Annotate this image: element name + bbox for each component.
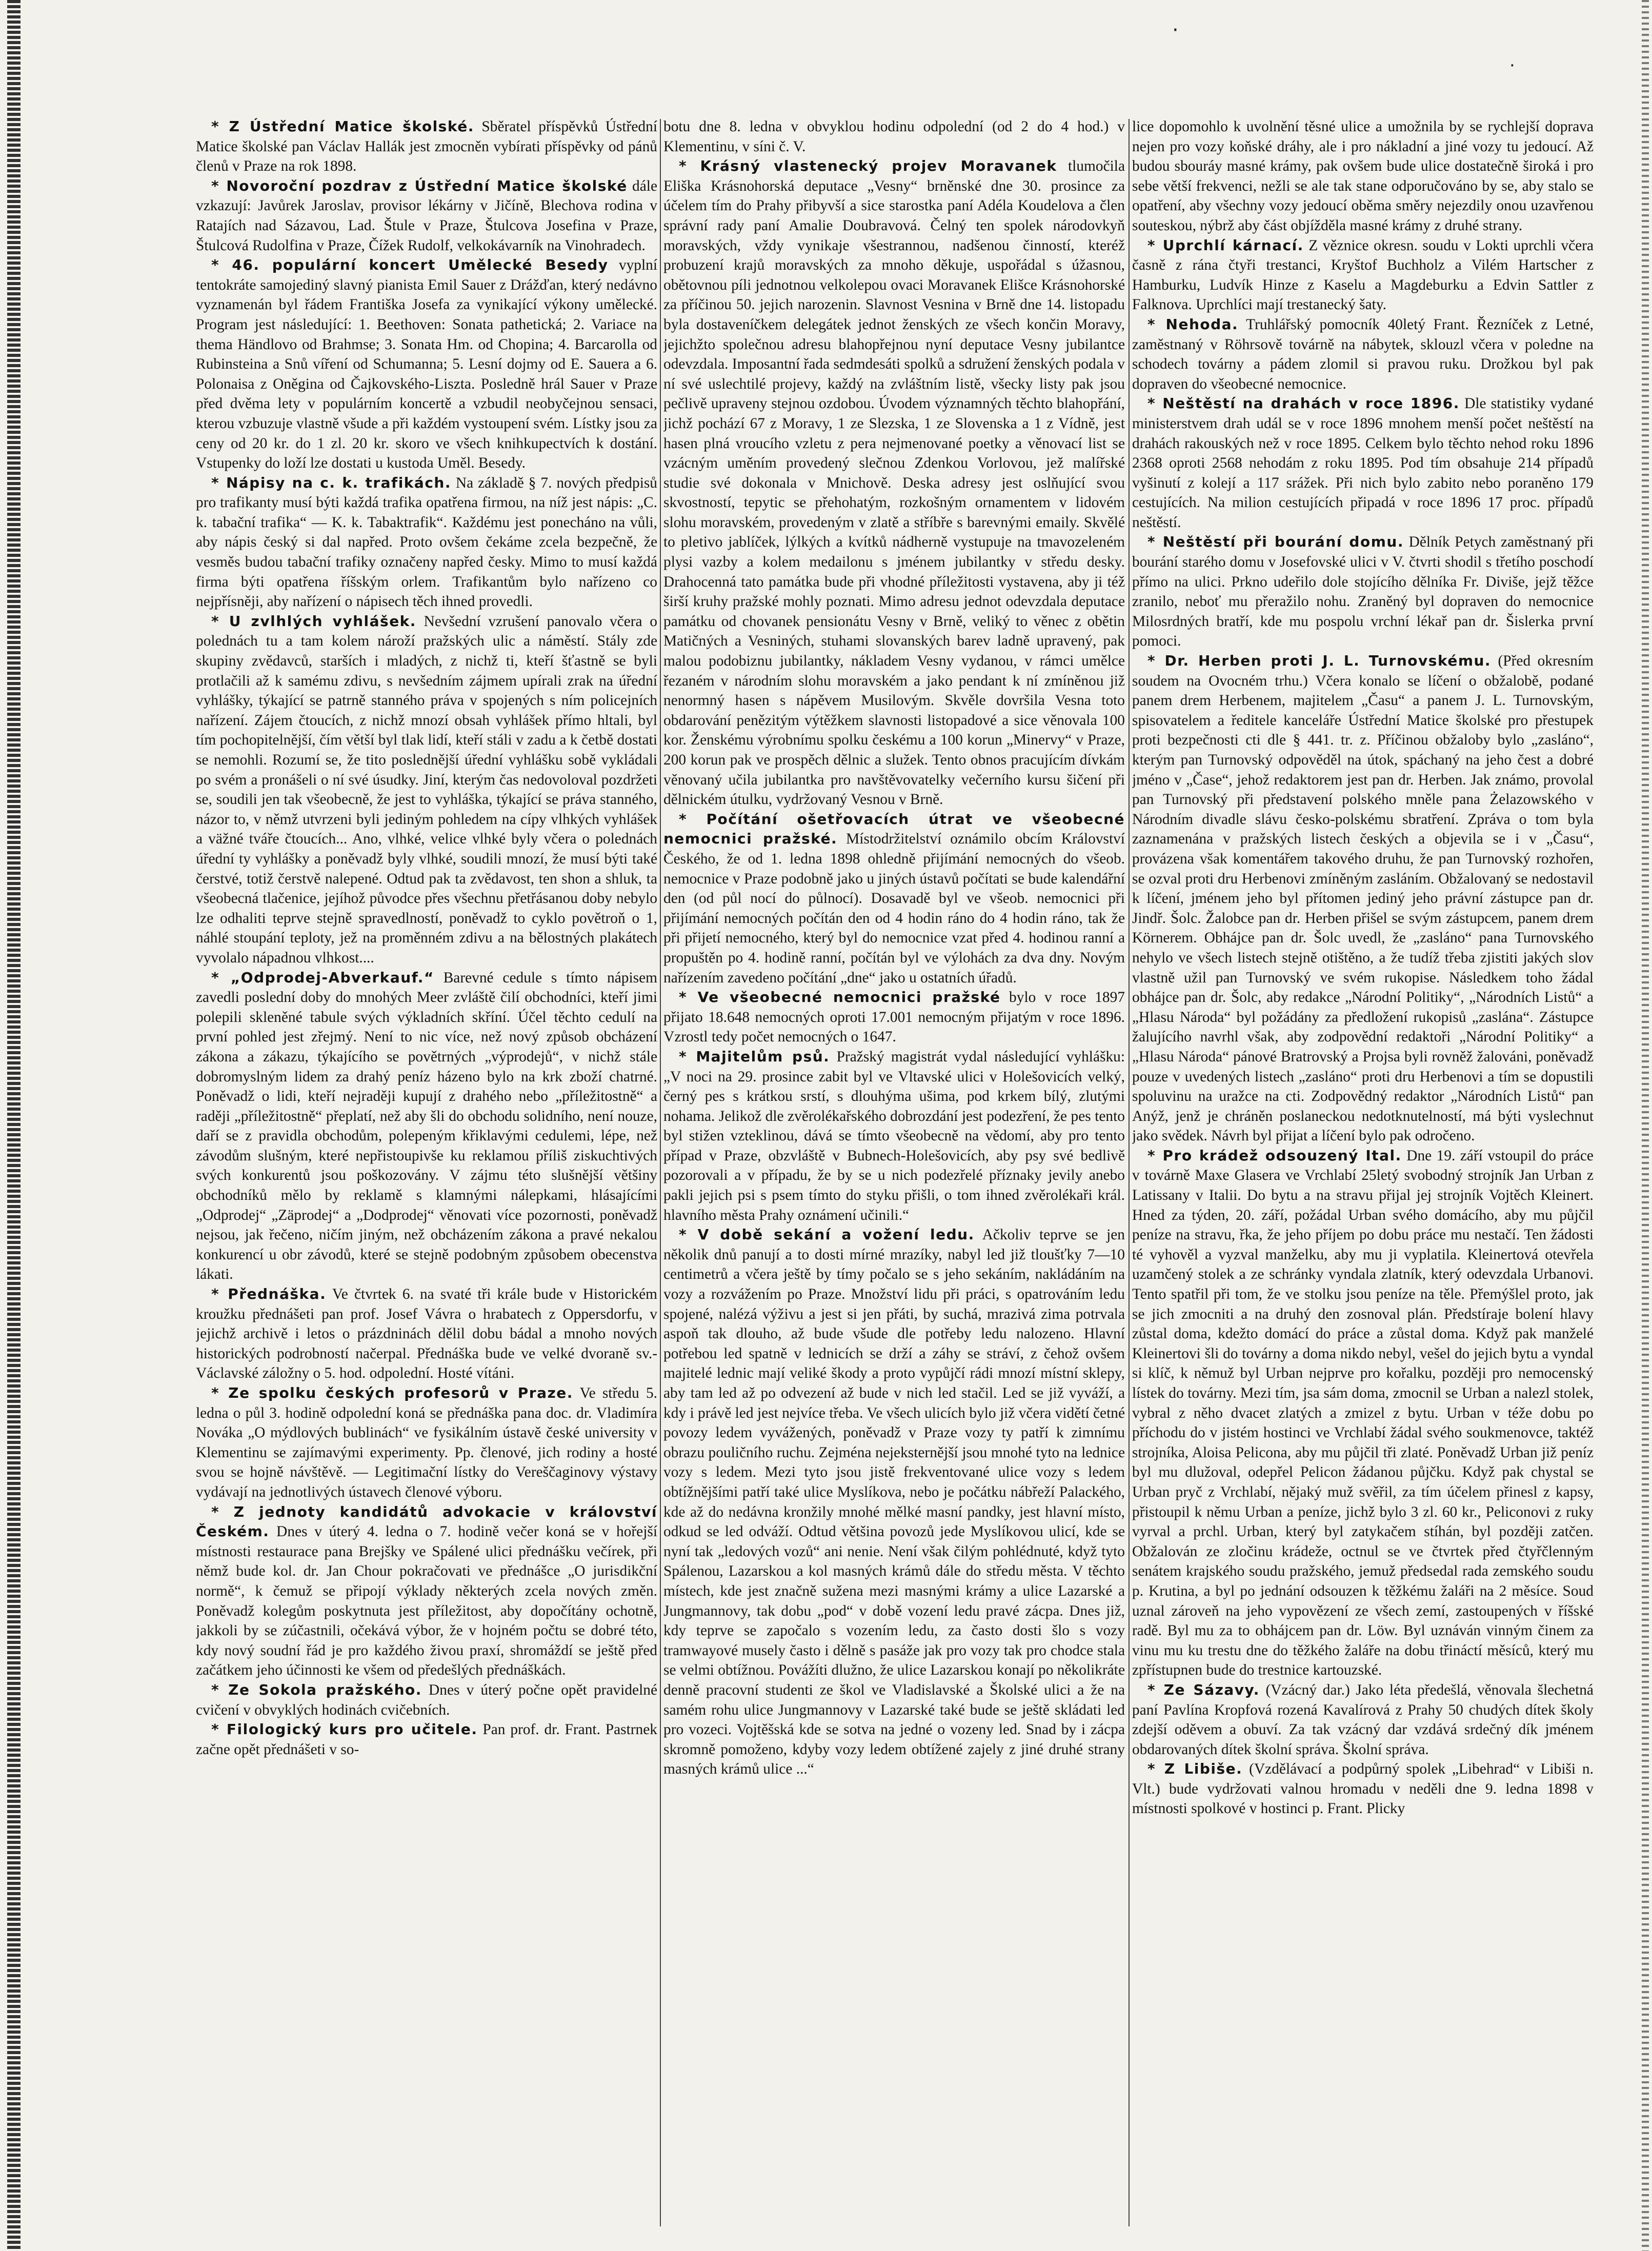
article-paragraph: [196, 1680, 657, 1720]
article-body: bylo v roce 1897 přijato 18.648 nemocných oproti 17.001 nemocným přijatým v roce 1896. Vzrostl tedy počet nemocných o 1647.: [663, 989, 1125, 1046]
article-heading: * Ze Sázavy.: [1147, 1681, 1260, 1698]
article-heading: * Dr. Herben proti J. L. Turnovskému.: [1147, 652, 1492, 670]
article-heading: * Z Ústřední Matice školské.: [211, 118, 474, 135]
article-body: (Před okresním soudem na Ovocném trhu.) Včera konalo se líčení o obžalobě, podané panem drem Herbenem, majitelem „Času“ a panem J. L. Turnovským, spisovatelem a ředitele kanceláře Ústřední Matice školské pro přestupek proti bezpečnosti cti dle § 441. tr. z. Příčinou obžaloby bylo „zasláno“, kterým pan Turnovský odpověděl na útok, spáchaný na jeho čest a dobré jméno v „Čase“, jehož redaktorem jest pan dr. Herben. Jak známo, provolal pan Turnovský při představení polského mněle pana Żelazowského v Národním divadle slávu česko-polskému sbratření. Zpráva o tom byla zaznamenána v pražských listech českých a objevila se i v „Času“, provázena však komentářem takového druhu, že pan Turnovský rozhořen, se ozval proti dru Herbenovi zmíněným zasláním. Obžalovaný se nedostavil k líčení, jménem jeho byl přítomen jediný jeho právní zástupce pan dr. Jindř. Šolc. Žalobce pan dr. Herben přišel se svým zástupcem, panem drem Körnerem. Obhájce pan dr. Šolc uvedl, že „zasláno“ pana Turnovského nehylo ve všech listech stejně otištěno, a že tudíž třeba zjistiti jakých slov vlastně užil pan Turnovský ve svém rukopise. Následkem toho žádal obhájce pan dr. Šolc, aby redakce „Národní Politiky“, „Národních Listů“ a „Hlasu Národa“ byl požádány za předložení rukopisů „zaslána“. Zástupce žalujícího navrhl však, aby zodpovědní redaktoři „Národní Politiky“ a „Hlasu Národa“ pánové Bratrovský a Projsa byli rovněž žalováni, poněvadž pouze v uvedených listech „zasláno“ proti dru Herbenovi a tím se dopustili spoluvinu na uražce na cti. Zodpovědný redaktor „Národních Listů“ pan Anýž, jenž je chráněn poslaneckou nedotknutelností, má býti vyslechnut jako svědek. Návrh byl přijat a líčení bylo pak odročeno.: [1132, 653, 1594, 1144]
article-heading: * Neštěstí při bourání domu.: [1147, 533, 1404, 551]
article-body: Truhlářský pomocník 40letý Frant. Řezníček z Letné, zaměstnaný v Röhrsově továrně na nábytek, sklouzl včera v poledne na schodech továrny a pádem zlomil si pravou ruku. Drožkou byl pak dopraven do všeobecné nemocnice.: [1132, 316, 1594, 392]
article-body: Pražský magistrát vydal následující vyhlášku: „V noci na 29. prosince zabit byl ve Vltavské ulici v Holešovicích velký, černý pes s krátkou srstí, s dlouhýma ušima, pod krkem bílý, zlutými nohama. Jelikož dle zvěrolékařského dobrozdání jest podezření, že pes tento byl stižen vzteklinou, dává se tímto všeobecně na vědomí, aby pro tento případ v Praze, obzvláště v Bubnech-Holešovicích, aby psy své bedlivě pozorovali a v případu, že by se u nich podezřelé příznaky jevily anebo pakli jejich psi s psem tímto do styku přišli, o tom ihned zvěrolékaři král. hlavního města Prahy oznámení učinili.“: [663, 1048, 1125, 1223]
article-paragraph: [1132, 532, 1594, 651]
article-body: Dnes v úterý počne opět pravidelné cvičení v obvyklých hodinách cvičebních.: [196, 1681, 657, 1718]
article-heading: * Ve všeobecné nemocnici pražské: [679, 989, 1001, 1006]
article-body: lice dopomohlo k uvolnění těsné ulice a umožnila by se rychlejší doprava nejen pro vozy koňské dráhy, ale i pro nákladní a jiné vozy tu jedoucí. Až budou sbouráy masné krámy, pak ovšem bude ulice dostatečně široká i pro sebe větší frekvenci, nežli se ale tak stane odporučováno by se, aby stalo se opatření, aby všechny vozy jedoucí oběma směry nejezdily onou uzavřenou souteskou, nýbrž aby část objížděla masné krámy z druhé strany.: [1132, 118, 1594, 234]
article-paragraph: [1132, 315, 1594, 394]
article-paragraph: [196, 1284, 657, 1383]
article-body: tlumočila Eliška Krásnohorská deputace „Vesny“ brněnské dne 30. prosince za účelem tím do Prahy přibyvší a sice starostka paní Adéla Koudelova a člen správní rady paní Amalie Doubravová. Čelný ten spolek národovkyň moravských, vždy vynikaje všestrannou, nadšenou činností, kteréž probuzení krajů moravských za mnoho děkuje, uspořádal s úžasnou, obětovnou píli jednotnou velkolepou ovaci Moravanek Elišce Krásnohorské za příčinou 50. jejich narozenin. Slavnost Vesnina v Brně dne 14. listopadu byla dostaveníčkem delegátek jednot ženských ze všech končin Moravy, jejichžto společnou adresu blahopřejnou nyní deputace Vesny jubilantce odevzdala. Imposantní řada sedmdesáti spolků a sdružení ženských podala v ní své uslechtilé projevy, každý na zvláštním listě, všecky listy pak jsou pečlivě upraveny stejnou ozdobou. Úvodem významných těchto blahopřání, jichž pochází 67 z Moravy, 1 ze Slezska, 1 ze Slovenska a 1 z Vídně, jest hasen plná vroucího vzletu z pera nejmenované poetky a věnovací list se vzácným uměním provedený slečnou Zdenkou Vorlovou, jež malířské studie své dokonala v Mnichově. Deska adresy jest oslňující svou skvostností, tepytic se přehohatým, rozkošným ornamentem v lidovém slohu moravském, provedeným v zlatě a stříbře s barevnými emaily. Skvělé to pletivo jablíček, lýlkých a kvítků nádherně vystupuje na tmavozeleném plysi vazby a kolem medailonu s jménem jubilantky v středu desky. Drahocenná tato památka bude při vhodné příležitosti vystavena, aby ji též širší kruhy pražské mohly poznati. Mimo adresu jednot odevzdala deputace památku od chovanek pensionátu Vesny v Brně, veliký to věnec z obětin Matičných a Vesniných, stuhami slovanských barev ladně upravený, pak malou podobiznu jubilantky, nákladem Vesny vydanou, v rámci umělce řezaném v národním slohu moravském a jako pendant k ní zmíněnou již nenormný hasen s nápěvem Musilovým. Skvěle dovršila Vesna toto obdarování penězitým výtěžkem slavnosti listopadové a sice věnovala 100 kor. Ženskému výrobnímu spolku českému a 100 korun „Minervy“ v Praze, 200 korun pak ve prospěch dělnic a služek. Tento obnos pracujícím dívkám věnovaný učila jubilantka pro navštěvovatelky večerního kursu šičení při dělnickém útulku, vydržovaný Vesnou v Brně.: [663, 158, 1125, 808]
article-heading: * Přednáška.: [211, 1285, 327, 1303]
article-heading: * Pro krádež odsouzený Ital.: [1147, 1147, 1402, 1164]
article-paragraph: [663, 1225, 1125, 1779]
article-paragraph: [1132, 1759, 1594, 1819]
article-body: Nevšední vzrušení panovalo včera o polednách tu a tam kolem nároží pražských ulic a náměstí. Stály zde skupiny zvědavců, starších i mladých, z nichž ti, kteří šťastně se byli protlačili až k samému zdivu, s nevšedním zájmem upírali zrak na úřední vyhlášky, týkající se patrně stanného práva v spojených s ním policejních nařízení. Zájem čtoucích, z nichž mnozí obsah vyhlášek přímo hltali, byl tím pochopitelnější, čím větší byl tlak lidí, kteří stáli v zadu a k četbě dostati se nemohli. Rozumí se, že tito poslednější úřední vyhlášku sobě vykládali po svém a pronášeli o ní své úsudky. Jiní, kterým čas nedovoloval pozdržeti se, soudili jen tak všeobecně, že jest to vyhláška, týkající se práva stanného, názor to, v němž utvrzeni byli jediným pohledem na cípy vlhkých vyhlášek a väžné tváře čtoucích... Ano, vlhké, velice vlhké byly včera o polednách úřední ty vyhlášky a poněvadž byly vlhké, soudili mnozí, že musí býti také čerstvé, totiž čerstvě nalepené. Odtud pak ta zvědavost, ten shon a shluk, ta všeobecná tlačenice, jejíhož původce přes všechnu přetřásanou doby nebylo lze odhaliti teprve stejně spravedlností, poněvadž to cyklo povětroň o 1, náhlé stoupání teploty, jež na proměnném zdivu a na bělostných plakátech vyvolalo nápadnou vlhkost....: [196, 613, 657, 966]
article-heading: * Neštěstí na drahách v roce 1896.: [1147, 395, 1460, 412]
article-heading: * Majitelům psů.: [679, 1048, 830, 1065]
article-heading: * „Odprodej-Abverkauf.“: [211, 969, 434, 986]
article-heading: * Ze spolku českých profesorů v Praze.: [211, 1384, 573, 1401]
article-paragraph: [663, 156, 1125, 810]
article-body: Z věznice okresn. soudu v Lokti uprchli včera časně z rána čtyři trestanci, Kryštof Buchholz a Vilém Hartscher z Hamburku, Ludvík Hinze z Kaselu a Magdeburku a Edvin Sattler z Falknova. Uprchlíci mají trestanecký šaty.: [1132, 237, 1594, 313]
article-heading: * V době sekání a vožení ledu.: [679, 1226, 975, 1243]
column-2: [663, 117, 1125, 2229]
article-heading: * Krásný vlastenecký projev Moravanek: [679, 157, 1057, 175]
article-body: Pan prof. dr. Frant. Pastrnek začne opět přednášeti v so-: [196, 1721, 657, 1758]
article-paragraph: [1132, 1146, 1594, 1680]
margin-mark-top: ·: [1172, 18, 1179, 42]
article-body: Místodržitelství oznámilo obcím Království Českého, že od 1. ledna 1898 ohledně přijímání nemocných do všeob. nemocnice v Praze podobně jako u jiných ústavů počítati se bude kalendářní den (od půl nocí do půlnocí). Dosavadě byl ve všeob. nemocnici při přijímání nemocných počítán den od 4 hodin ráno do 4 hodin ráno, tak že při přijetí nemocného, který byl do nemocnice vzat před 4. hodinou ranní a propuštěn po 4. hodině ranní, počítán byl ve výlohách za dva dny. Novým nařízením zavedeno počítání „dne“ jako u ostatních úřadů.: [663, 831, 1125, 986]
article-body: Barevné cedule s tímto nápisem zavedli poslední doby do mnohých Meer zvláště čilí obchodníci, kteří jimi polepili skleněné tabule svých výkladních skříní. Účel těchto cedulí na první pohled jest zřejmý. Není to nic více, než nový způsob obcházení zákona a zákazu, týkajícího se povětrných „výprodejů“, v nichž stále dobromyslným lidem za drahý peníz házeno bylo na krk zboží chatrné. Poněvadž o lidi, kteří nejraději kupují z drahého nebo „příležitostně“ a raději „příležitostně“ přeplatí, než aby šli do obchodu solidního, není nouze, daří se z pravidla obchodům, polepeným křiklavými cedulemi, lépe, než závodům slušným, které nepřistoupivše ku reklamou příliš ziskuchtivých svých konkurentů jsou poškozovány. V zájmu této slušnější většiny obchodníků mělo by reklamě s klamnými nálepkami, hlásajícími „Odprodej“ „Zäprodej“ a „Dodprodej“ věnovati více pozornosti, poněvadž nejsou, jak řečeno, ničím jiným, než obcházením zákona a pravé nekalou konkurencí u obr závodů, které se stejně podobným způsobem obecenstva lákati.: [196, 969, 657, 1283]
article-paragraph: [196, 1383, 657, 1502]
binding-edge-right: [1642, 0, 1649, 2251]
article-heading: * Z Libiše.: [1147, 1760, 1243, 1778]
article-body: (Vzácný dar.) Jako léta předešlá, věnovala šlechetná paní Pavlína Kropfová rozená Kavalírová z Prahy 50 chudých dítek školy zdejší oděvem a obuví. Za tak vzácný dar vzdává srdečný dík jménem obdarovaných dítek školní správa. Školní správa.: [1132, 1681, 1594, 1758]
article-paragraph: [196, 117, 657, 176]
article-body: Ve čtvrtek 6. na svaté tři krále bude v Historickém kroužku přednášeti pan prof. Josef Vávra o hrabatech z Oppersdorfu, v jejichž archivě i letos o prázdninách dělil dobu bádal a mnoho nových historických podrobností načerpal. Přednáška bude ve velké dvoraně sv.-Václavské záložny o 5. hod. odpolední. Hosté vítáni.: [196, 1286, 657, 1382]
article-heading: * U zvlhlých vyhlášek.: [211, 612, 416, 630]
article-paragraph: [1132, 651, 1594, 1146]
article-paragraph: [196, 176, 657, 255]
article-body: Dnes v úterý 4. ledna o 7. hodině večer koná se v hořejší místnosti restaurace pana Brejšky ve Spálené ulici přednášku večírek, při němž bude kol. dr. Jan Chour pokračovati ve přednášce „O jurisdikční normě“, k čemuž se připojí výklady některých zcela nových změn. Poněvadž kolegům poskytnuta jest příležitost, aby dopočítány ochotně, jakkoli by se zúčastnili, očekává výbor, že v hojném počtu se dobré této, kdy nový soudní řád je pro každého živou praxí, shromáždí se ještě před začátkem jeho účinnosti ke všem od předešlých přednáškách.: [196, 1523, 657, 1679]
article-paragraph: [1132, 394, 1594, 532]
article-heading: * Novoroční pozdrav z Ústřední Matice školské: [211, 177, 628, 194]
article-body: dále vzkazují: Javůrek Jaroslav, provisor lékárny v Jičíně, Blechova rodina v Ratajích nad Sázavou, Lad. Štule v Praze, Štulcova Josefina v Praze, Štulcová Rudolfina v Praze, Čížek Rudolf, velkokávarník na Vinohradech.: [196, 177, 657, 254]
article-body: botu dne 8. ledna v obvyklou hodinu odpolední (od 2 do 4 hod.) v Klementinu, v síni č. V.: [663, 118, 1125, 155]
article-body: Ačkoliv teprve se jen několik dnů panují a to dosti mírné mrazíky, nabyl led již tloušťky 7—10 centimetrů a včera ještě by tímy počalo se s jeho sekáním, nakládáním na vozy a rozvážením po Praze. Množství lidu při práci, s opatrováním ledu spojené, nalézá výživu a jest si jen přáti, by suchá, mrazivá zima potrvala aspoň tak dlouho, až bude všude dle potřeby ledu nalozeno. Hlavní potřebou led spatně v lednicích se drží a záhy se stráví, z čehož ovšem majitelé lednic mají veliké škody a proto vypůjčí rádi mnozí místní sklepy, aby tam led až po odvezení až bude v nich led stačil. Led se již vyváží, a kdy i právě led jest nejvíce třeba. Ve všech ulicích bylo již včera vidětí četné povozy ledem vyvážených, poněvadž v Praze vozy ty patří k zimnímu obrazu pouličního ruchu. Zejména nejeksternější jsou mnohé tyto na lednice vozy s ledem. Mezi tyto jsou jistě frekventované ulice vozy s ledem obtížnějšími patří také ulice Myslíkova, nebo je počátku nábřeží Palackého, kde až do nedávna kronžily mnohé mělké masní pandky, jest hlavní místo, odkud se led odváží. Odtud většina povozů jede Myslíkovou ulicí, kde se nyní tak „ledových vozů“ ani nenie. Není však čilým pohlédnuté, když tyto Spálenou, Lazarskou a kol masných krámů dále do středu města. V těchto místech, kde jest značně sužena mezi masnými krámy a ulice Lazarské a Jungmannovy, tak dobu „pod“ v době vození ledu pravé zácpa. Dnes již, kdy teprve se započalo s vozením ledu, za často dosti šlo s vozy tramwayové musely často i dělně s pasáže jak pro vozy tak pro chodce stala se velmi obtížnou. Povážíti dlužno, že ulice Lazarskou konají po několikráte denně pracovní studenti ze škol ve Vladislavské a Školské ulici a že na samém rohu ulice Jungmannovy v Lazarské také bude se ještě skládati led pro vozeci. Vojtěšská kde se sotva na jedné o vozeny led. Snad by i zácpa skromně pomoženo, kdyby vozy ledem obtížené zajely z jiné druhé strany masných krámů ulice ...“: [663, 1227, 1125, 1778]
article-paragraph: [1132, 236, 1594, 315]
article-paragraph: [196, 1720, 657, 1759]
article-heading: * Nehoda.: [1147, 315, 1239, 333]
column-divider-1: [660, 119, 661, 2226]
article-paragraph: [196, 473, 657, 612]
binding-edge-left: [7, 0, 21, 2251]
article-paragraph: [663, 117, 1125, 156]
article-paragraph: [663, 988, 1125, 1047]
article-heading: * Ze Sokola pražského.: [211, 1681, 422, 1698]
article-body: Dělník Petych zaměstnaný při bourání starého domu v Josefovské ulici v V. čtvrti shodil s třetího poschodí přímo na ulici. Prkno udeřilo dole stojícího dělníka Fr. Diviše, jejž těžce zranilo, neboť mu přeražilo nohu. Zraněný byl dopraven do nemocnice Milosrdných bratří, kde mu pospolu vrchní lékař pan dr. Šislerka první pomoci.: [1132, 534, 1594, 650]
article-paragraph: [663, 810, 1125, 988]
article-paragraph: [196, 255, 657, 473]
article-heading: * Filologický kurs pro učitele.: [211, 1721, 478, 1738]
margin-mark-right: ·: [1509, 55, 1515, 76]
column-3: [1132, 117, 1594, 2229]
article-body: Sběratel příspěvků Ústřední Matice školské pan Václav Hallák jest zmocněn vybírati příspěvky od pánů členů v Praze na rok 1898.: [196, 118, 657, 175]
article-heading: * 46. populární koncert Umělecké Besedy: [211, 256, 609, 274]
article-paragraph: [196, 612, 657, 968]
article-paragraph: [1132, 117, 1594, 236]
article-body: vyplní tentokráte samojediný slavný pianista Emil Sauer z Drážďan, který nedávno vyznamenán byl řádem Františka Josefa za vynikající výkony umělecké. Program jest následující: 1. Beethoven: Sonata pathetická; 2. Variace na thema Händlovo od Brahmse; 3. Sonata Hm. od Chopina; 4. Barcarolla od Rubinsteina a Snů víření od Schumanna; 5. Lesní dojmy od E. Sauera a 6. Polonaisa z Oněgina od Čajkovského-Liszta. Posledně hrál Sauer v Praze před dvěma lety v populárním koncertě a vzbudil neobyčejnou sensaci, kterou vzbuzuje vlastně všude a při každém vystoupení svém. Lístky jsou za ceny od 20 kr. do 1 zl. 20 kr. skoro ve všech knihkupectvích k dostání. Vstupenky do loží lze dostati u kustoda Uměl. Besedy.: [196, 257, 657, 472]
article-body: (Vzdělávací a podpůrný spolek „Libehrad“ v Libiši n. Vlt.) bude vydržovati valnou hromadu v neděli dne 9. ledna 1898 v místnosti spolkové v hostinci p. Frant. Plicky: [1132, 1761, 1594, 1817]
article-body: Na základě § 7. nových předpisů pro trafikanty musí býti každá trafika opatřena firmou, na níž jest nápis: „C. k. tabační trafika“ — K. k. Tabaktrafik“. Každému jest ponecháno na vůli, aby nápis český si dal napřed. Proto ovšem čekáme zcela bezpečně, že vesměs budou tabační trafiky označeny napřed česky. Mimo to musí každá firma býti opatřena říšským orlem. Trafikantům bylo nařízeno co nejpřísněji, aby nařízení o nápisech těch ihned provedli.: [196, 474, 657, 610]
article-paragraph: [663, 1047, 1125, 1225]
article-heading: * Z jednoty kandidátů advokacie v království Českém.: [196, 1503, 657, 1540]
article-body: Dle statistiky vydané ministerstvem drah udál se v roce 1896 mnohem menší počet neštěstí na drahách rakouských než v roce 1895. Celkem bylo těchto nehod roku 1896 2368 oproti 2568 nehodám z roku 1895. Pod tím obsahuje 214 případů vyšinutí z kolejí a 117 srážek. Při nich bylo zabito nebo poraněno 179 cestujících. Na milion cestujících připadá v roce 1896 17 proc. případů neštěstí.: [1132, 395, 1594, 531]
article-heading: * Uprchlí kárnací.: [1147, 236, 1304, 254]
article-paragraph: [196, 968, 657, 1285]
column-divider-2: [1129, 119, 1130, 2226]
article-heading: * Nápisy na c. k. trafikách.: [211, 474, 451, 491]
article-body: Dne 19. září vstoupil do práce v továrně Maxe Glasera ve Vrchlabí 25letý svobodný strojník Jan Urban z Latissany v Italii. Do bytu a na stravu přijal jej strojník Vojtěch Kleinert. Hned za týden, 20. září, požádal Urban svého domácího, aby mu půjčil peníze na stravu, řka, že jeho příjem po dobu práce mu nestačí. Ten žádosti té vyhověl a vyzval manželku, aby mu ji vyplatila. Kleinertová otevřela uzamčený stolek a ze schránky vyndala zlatník, který odevzdala Urbanovi. Tento spatřil při tom, že ve stolku jsou peníze na těle. Přemýšlel proto, jak se jich zmocniti a na druhý den zosnoval plán. Předstíraje bolení hlavy zůstal doma, kdežto domácí do práce a zůstal doma. Když pak manželé Kleinertovi šli do továrny a doma nikdo nebyl, vešel do jejich bytu a vyndal si klíč, k němuž byl Urban nejprve pro kořalku, později pro nemocenský lístek do továrny. Mezi tím, jsa sám doma, zmocnil se Urban a nalezl stolek, vybral z něho dvacet zlatých a zmizel z bytu. Urban v téže dobu po příchodu do v jistém hostinci ve Vrchlabí žádal svého soukmenovce, taktéž strojníka, Aloisa Pelicona, aby mu půjčil tři zlaté. Poněvadž Urban již peníz byl mu dlužoval, odepřel Pelicon žádanou půjčku. Když pak chystal se Urban pryč z Vrchlabí, nějaký muž svěřil, za tím účelem přinesl z kapsy, přistoupil k němu Urban a peníze, jichž bylo 3 zl. 60 kr., Peliconovi z ruky vyrval a prchl. Urban, který byl zatykačem stíhán, byl později zatčen. Obžalován ze zločinu krádeže, octnul se ve čtvrtek před čtyřčlenným senátem krajského soudu pražského, jemuž předsedal rada zemského soudu p. Krutina, a byl po jednání odsouzen k těžkému žaláři na 2 měsíce. Soud uznal zároveň na jeho vypovězení ze všech zemí, zastoupených v říšské radě. Byl mu za to obhájcem pan dr. Löw. Byl uznáván vinným činem za vinu mu ku trestu dne do těžkého žaláře na dobu třináctí měsíců, který mu zpřístupnen bude do trestnice kartouzské.: [1132, 1147, 1594, 1679]
article-heading: * Počítání ošetřovacích útrat ve všeobecné nemocnici pražské.: [663, 810, 1125, 848]
article-body: Ve středu 5. ledna o půl 3. hodině odpolední koná se přednáška pana doc. dr. Vladimíra Nováka „O mýdlových bublinách“ ve fysikálním ústavě české university v Klementinu se zajímavými experimenty. Pp. členové, jich rodiny a hosté svou se hojně návštěvě. — Legitimační lístky do Vereščaginovy výstavy vydávají na jednotlivých ústavech členové výboru.: [196, 1385, 657, 1500]
article-paragraph: [1132, 1680, 1594, 1759]
article-paragraph: [196, 1502, 657, 1680]
column-1: [196, 117, 657, 2229]
